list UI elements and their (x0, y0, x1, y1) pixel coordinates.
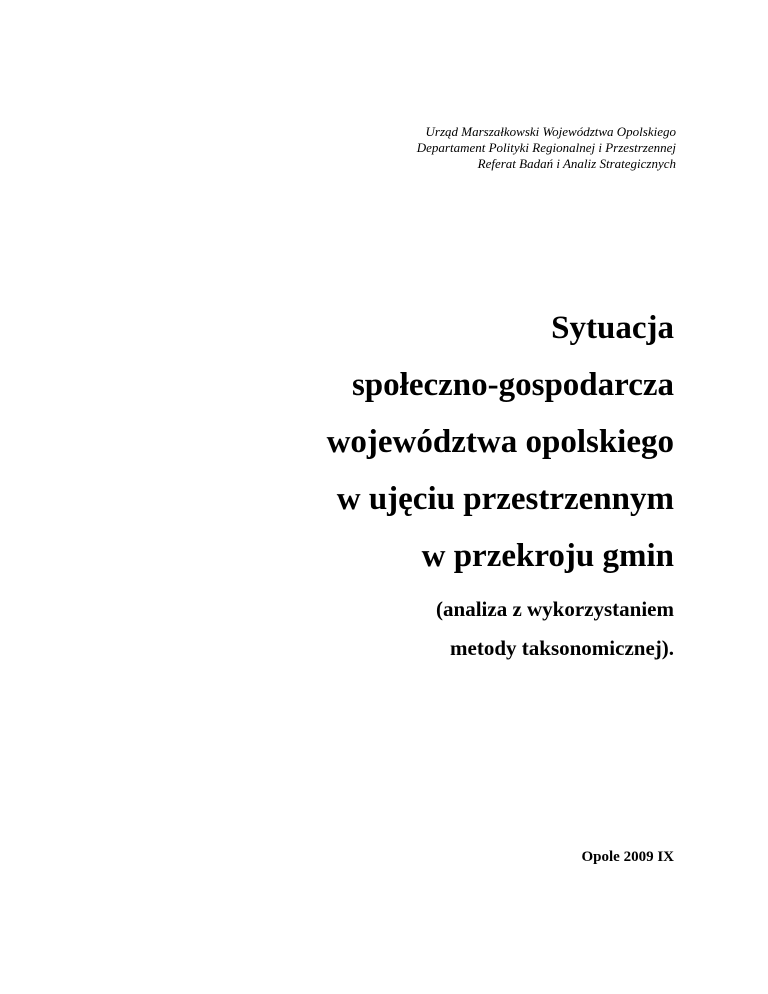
subtitle-line-2: metody taksonomicznej). (450, 636, 674, 660)
subtitle-line-1: (analiza z wykorzystaniem (436, 597, 674, 621)
title-line-3: województwa opolskiego (326, 424, 674, 460)
department-name: Departament Polityki Regionalnej i Przestrzennej (416, 140, 676, 155)
unit-name: Referat Badań i Analiz Strategicznych (477, 156, 676, 171)
document-title (327, 300, 674, 668)
title-line-1: Sytuacja (551, 310, 674, 346)
title-line-5: w przekroju gmin (421, 538, 674, 574)
place-and-date: Opole 2009 IX (581, 849, 674, 865)
institution-header (417, 124, 676, 172)
title-line-4: w ujęciu przestrzennym (336, 481, 674, 517)
office-name: Urząd Marszałkowski Województwa Opolskiego (425, 124, 676, 139)
title-line-2: społeczno-gospodarcza (351, 367, 674, 403)
